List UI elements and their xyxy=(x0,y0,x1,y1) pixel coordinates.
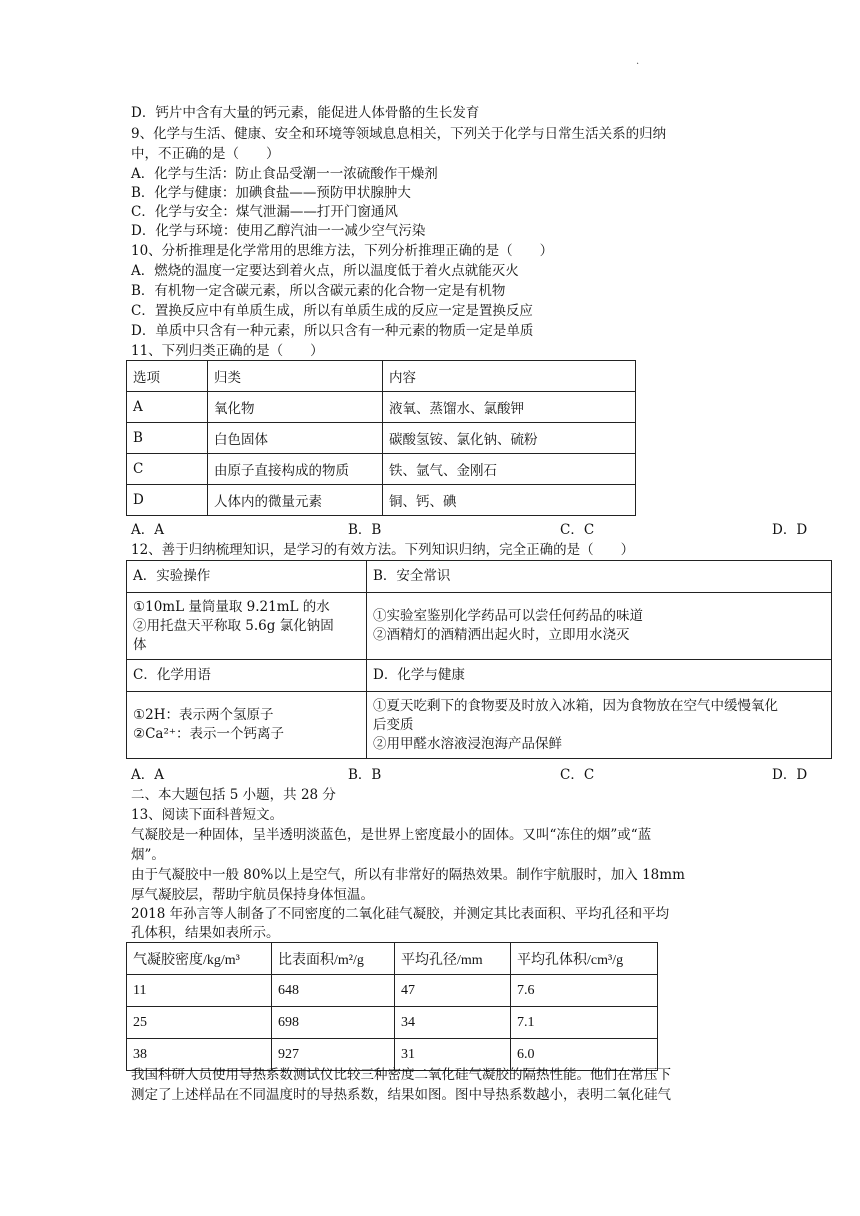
table-cell-a-content xyxy=(127,593,367,660)
q9-option-c: C．化学与安全：煤气泄漏——打开门窗通风 xyxy=(131,204,398,220)
table-cell: 25 xyxy=(127,1007,272,1039)
table-cell: 液氧、蒸馏水、氯酸钾 xyxy=(383,392,636,423)
q9-option-a: A．化学与生活：防止食品受潮一一浓硫酸作干燥剂 xyxy=(131,166,438,182)
q11-answer-d: D．D xyxy=(772,522,808,538)
table-row xyxy=(127,660,832,692)
text-line: 体 xyxy=(133,636,147,653)
q10-option-c: C．置换反应中有单质生成，所以有单质生成的反应一定是置换反应 xyxy=(131,303,533,319)
q8-option-d: D．钙片中含有大量的钙元素，能促进人体骨骼的生长发育 xyxy=(131,105,480,121)
q12-answer-c: C．C xyxy=(560,767,595,783)
q13-stem: 13、阅读下面科普短文。 xyxy=(131,807,284,823)
q11-table xyxy=(126,360,636,516)
paragraph-text: 由于气凝胶中一般 80%以上是空气，所以有非常好的隔热效果。制作宇航服时，加入 18mm xyxy=(131,867,685,883)
table-cell: 铜、钙、碘 xyxy=(383,485,636,516)
text-line: ②酒精灯的酒精洒出起火时，立即用水浇灭 xyxy=(373,627,630,643)
table-cell-b-content xyxy=(367,593,832,660)
table-cell-a-title: A．实验操作 xyxy=(127,561,367,593)
table-header-cell: 平均孔体积/cm³/g xyxy=(511,943,658,975)
q12-table xyxy=(126,560,832,759)
table-cell: C xyxy=(127,454,208,485)
table-cell: 648 xyxy=(272,975,395,1007)
q9-stem-cont: 中，不正确的是（ ） xyxy=(131,146,280,162)
q12-answer-d: D．D xyxy=(772,767,808,783)
table-cell: 由原子直接构成的物质 xyxy=(208,454,383,485)
table-cell: 11 xyxy=(127,975,272,1007)
table-row xyxy=(127,392,636,423)
table-cell: 铁、氩气、金刚石 xyxy=(383,454,636,485)
table-row xyxy=(127,423,636,454)
table-cell-b-title: B．安全常识 xyxy=(367,561,832,593)
table-cell: 34 xyxy=(395,1007,511,1039)
text-line: ①实验室鉴别化学药品可以尝任何药品的味道 xyxy=(373,608,643,624)
paragraph-text: 2018 年孙言等人制备了不同密度的二氧化硅气凝胶，并测定其比表面积、平均孔径和平均 xyxy=(131,906,670,922)
table-header-cell: 比表面积/m²/g xyxy=(272,943,395,975)
table-header-row xyxy=(127,943,658,975)
table-cell: 698 xyxy=(272,1007,395,1039)
table-cell: 氧化物 xyxy=(208,392,383,423)
table-row xyxy=(127,561,832,593)
q12-answer-b: B．B xyxy=(348,767,382,783)
table-cell-c-content xyxy=(127,692,367,759)
aerogel-data-table xyxy=(126,942,658,1071)
table-cell: 白色固体 xyxy=(208,423,383,454)
q11-stem: 11、下列归类正确的是（ ） xyxy=(131,343,324,359)
table-row xyxy=(127,975,658,1007)
table-cell: 7.6 xyxy=(511,975,658,1007)
table-cell-d-title: D．化学与健康 xyxy=(367,660,832,692)
q10-stem: 10、分析推理是化学常用的思维方法，下列分析推理正确的是（ ） xyxy=(131,243,554,259)
table-header-cell: 气凝胶密度/kg/m³ xyxy=(127,943,272,975)
text-line: ②用托盘天平称取 5.6g 氯化钠固 xyxy=(133,617,334,634)
text-line: ①10mL 量筒量取 9.21mL 的水 xyxy=(133,598,330,615)
text-line: ①2H：表示两个氢原子 xyxy=(133,707,274,723)
q9-stem: 9、化学与生活、健康、安全和环境等领域息息相关，下列关于化学与日常生活关系的归纳 xyxy=(131,126,667,142)
table-header-cell: 选项 xyxy=(127,361,208,392)
table-cell: 人体内的微量元素 xyxy=(208,485,383,516)
q9-option-d: D．化学与环境：使用乙醇汽油一一减少空气污染 xyxy=(131,223,426,239)
table-cell-d-content xyxy=(367,692,832,759)
table-row xyxy=(127,454,636,485)
q11-answer-b: B．B xyxy=(348,522,382,538)
paragraph-text: 气凝胶是一种固体，呈半透明淡蓝色，是世界上密度最小的固体。又叫“冻住的烟”或“蓝 xyxy=(131,827,652,843)
table-cell: 31 xyxy=(395,1039,511,1071)
paragraph-text: 孔体积，结果如表所示。 xyxy=(131,925,280,941)
table-row xyxy=(127,1007,658,1039)
table-header-row xyxy=(127,361,636,392)
q11-answer-a: A．A xyxy=(131,522,164,538)
table-cell: 6.0 xyxy=(511,1039,658,1071)
q12-answer-a: A．A xyxy=(131,767,164,783)
paragraph-text: 测定了上述样品在不同温度时的导热系数，结果如图。图中导热系数越小，表明二氧化硅气 xyxy=(131,1087,671,1103)
table-cell: 47 xyxy=(395,975,511,1007)
paragraph-text: 我国科研人员使用导热系数测试仪比较三种密度二氧化硅气凝胶的隔热性能。他们在常压下 xyxy=(131,1067,671,1083)
q9-option-b: B．化学与健康：加碘食盐——预防甲状腺肿大 xyxy=(131,185,411,201)
table-header-cell: 平均孔径/mm xyxy=(395,943,511,975)
paragraph-text: 烟”。 xyxy=(131,847,165,863)
table-cell: 碳酸氢铵、氯化钠、硫粉 xyxy=(383,423,636,454)
table-cell: D xyxy=(127,485,208,516)
table-row xyxy=(127,593,832,660)
table-cell: B xyxy=(127,423,208,454)
table-cell: 38 xyxy=(127,1039,272,1071)
table-row xyxy=(127,692,832,759)
table-cell: 7.1 xyxy=(511,1007,658,1039)
text-line: ②Ca²⁺：表示一个钙离子 xyxy=(133,726,285,742)
header-mark: . xyxy=(636,56,640,67)
text-line: 后变质 xyxy=(373,716,414,733)
table-cell-c-title: C．化学用语 xyxy=(127,660,367,692)
q12-stem: 12、善于归纳梳理知识，是学习的有效方法。下列知识归纳，完全正确的是（ ） xyxy=(131,542,635,558)
table-row xyxy=(127,485,636,516)
section-2-heading: 二、本大题包括 5 小题，共 28 分 xyxy=(131,787,336,803)
q11-answer-c: C．C xyxy=(560,522,595,538)
table-cell: A xyxy=(127,392,208,423)
q10-option-d: D．单质中只含有一种元素，所以只含有一种元素的物质一定是单质 xyxy=(131,323,534,339)
text-line: ①夏天吃剩下的食物要及时放入冰箱，因为食物放在空气中缓慢氧化 xyxy=(373,697,778,714)
table-header-cell: 内容 xyxy=(383,361,636,392)
table-header-cell: 归类 xyxy=(208,361,383,392)
table-cell: 927 xyxy=(272,1039,395,1071)
q10-option-b: B．有机物一定含碳元素，所以含碳元素的化合物一定是有机物 xyxy=(131,283,506,299)
paragraph-text: 厚气凝胶层，帮助宇航员保持身体恒温。 xyxy=(131,887,374,903)
q10-option-a: A．燃烧的温度一定要达到着火点，所以温度低于着火点就能灭火 xyxy=(131,263,519,279)
text-line: ②用甲醛水溶液浸泡海产品保鲜 xyxy=(373,735,562,752)
